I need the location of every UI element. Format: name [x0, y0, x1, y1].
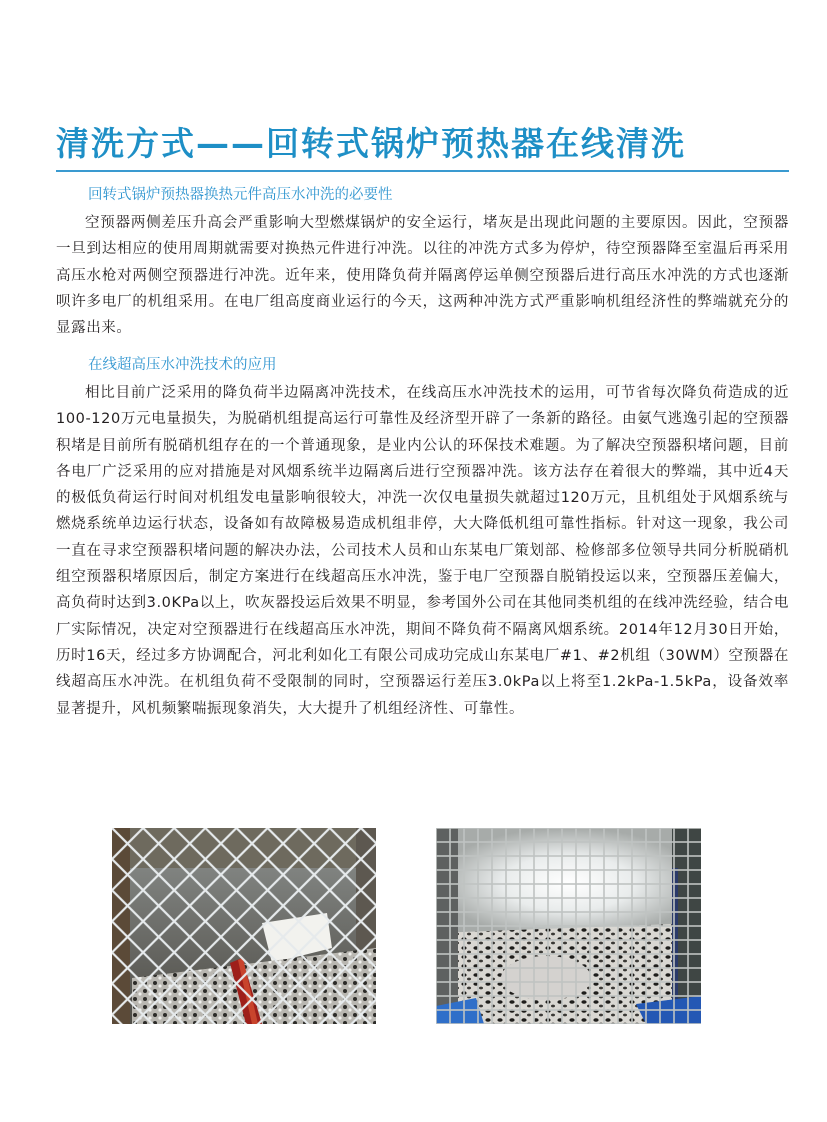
section-heading: 回转式锅炉预热器换热元件高压水冲洗的必要性 [88, 187, 393, 203]
section-application [56, 352, 789, 722]
photo-ash-behind-mesh [436, 828, 701, 1024]
section-necessity [56, 182, 789, 341]
section-paragraph: 空预器两侧差压升高会严重影响大型燃煤锅炉的安全运行，堵灰是出现此问题的主要原因。因此，空预器一旦到达相应的使用周期就需要对换热元件进行冲洗。以往的冲洗方式多为停炉，待空预器降至室温后再采用高压水枪对两侧空预器进行冲洗。近年来，使用降负荷并隔离停运单侧空预器后进行高压水冲洗的方式也逐渐呗许多电厂的机组采用。在电厂组高度商业运行的今天，这两种冲洗方式严重影响机组经济性的弊端就充分的显露出来。 [56, 215, 789, 337]
page-title: 清洗方式——回转式锅炉预热器在线清洗 [56, 124, 686, 163]
section-paragraph: 相比目前广泛采用的降负荷半边隔离冲洗技术，在线高压水冲洗技术的运用，可节省每次降负荷造成的近100-120万元电量损失，为脱硝机组提高运行可靠性及经济型开辟了一条新的路径。由氨气逃逸引起的空预器积堵是目前所有脱硝机组存在的一个普通现象，是业内公认的环保技术难题。为了解决空预器积堵问题，目前各电厂广泛采用的应对措施是对风烟系统半边隔离后进行空预器冲洗。该方法存在着很大的弊端，其中近4天的极低负荷运行时间对机组发电量影响很较大，冲洗一次仅电量损失就超过120万元，且机组处于风烟系统与燃烧系统单边运行状态，设备如有故障极易造成机组非停，大大降低机组可靠性指标。针对这一现象，我公司一直在寻求空预器积堵问题的解决办法，公司技术人员和山东某电厂策划部、检修部多位领导共同分析脱硝机组空预器积堵原因后，制定方案进行在线超高压水冲洗，鉴于电厂空预器自脱销投运以来，空预器压差偏大，高负荷时达到3.0KPa以上，吹灰器投运后效果不明显，参考国外公司在其他同类机组的在线冲洗经验，结合电厂实际情况，决定对空预器进行在线超高压水冲洗，期间不降负荷不隔离风烟系统。2014年12月30日开始，历时16天，经过多方协调配合，河北利如化工有限公司成功完成山东某电厂#1、#2机组（30WM）空预器在线超高压水冲洗。在机组负荷不受限制的同时，空预器运行差压3.0kPa以上将至1.2kPa-1.5kPa，设备效率显著提升，风机频繁喘振现象消失，大大提升了机组经济性、可靠性。 [56, 385, 789, 717]
photo-lance-through-mesh [112, 828, 376, 1024]
section-heading: 在线超高压水冲洗技术的应用 [88, 357, 277, 373]
title-divider [56, 170, 789, 172]
photo-lance-image [112, 828, 376, 1024]
photo-ash-image [436, 828, 701, 1024]
